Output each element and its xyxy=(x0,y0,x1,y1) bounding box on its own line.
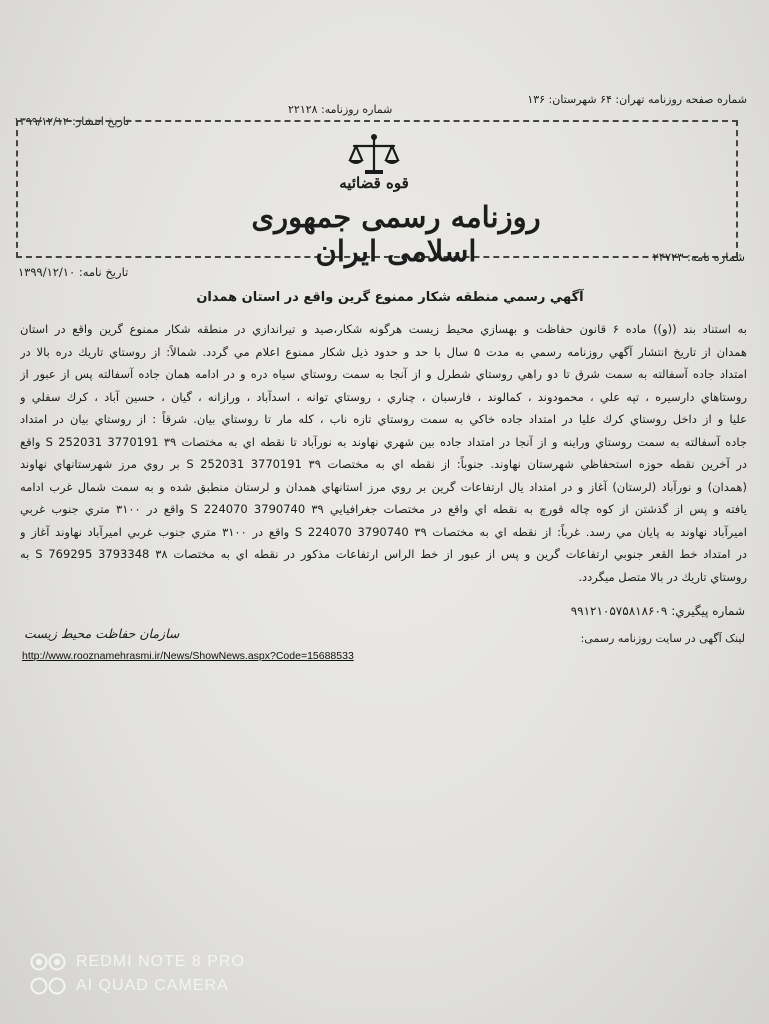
notice-line: همدان از تاريخ انتشار آگهي روزنامه رسمي به مدت ۵ سال با حد و حدود ذيل شكار ممنوع اعلام مي گردد. شمالاً: از روستاي تاريك دره بالا در xyxy=(20,344,747,359)
camera-lens-rings-icon xyxy=(30,976,66,996)
notice-line: در آخرين نقطه حوزه استحفاظي شهرستان نهاوند. جنوباً: از نقطه اي به مختصات ۳۹ S 252031 3770191 بر روي مرز شهرستانهاي نهاوند xyxy=(20,457,747,471)
notice-body xyxy=(20,318,747,588)
watermark-model: REDMI NOTE 8 PRO xyxy=(76,953,245,970)
letter-date: تاریخ نامه: ۱۳۹۹/۱۲/۱۰ xyxy=(18,265,129,279)
newspaper-brand-title: روزنامه رسمی جمهوری اسلامی ایران xyxy=(251,200,541,268)
notice-title: آگهي رسمي منطقه شكار ممنوع گرين واقع در استان همدان xyxy=(196,290,584,305)
tracking-number: شماره پيگيري: ۹۹۱۲۱۰۵۷۵۸۱۸۶۰۹ xyxy=(570,604,745,618)
notice-line: يافته و پس از گذشتن از كوه چاله قورچ به نقطه اي واقع در مختصات جغرافيايي ۳۹ S 224070 3790740 واقع در ۳۱۰۰ متري جنوب غربي xyxy=(20,502,747,516)
notice-line: جاده آسفالته به سمت روستاي وراينه و از آنجا در امتداد جاده بين شهري نهاوند به نورآباد تا نقطه اي به مختصات ۳۹ S 252031 3770191 واقع xyxy=(20,434,747,449)
camera-watermark xyxy=(30,950,245,998)
camera-lens-dots-icon xyxy=(30,952,66,972)
newspaper-number: شماره روزنامه: ۲۲۱۲۸ xyxy=(288,103,393,116)
emblem-caption: قوه قضائیه xyxy=(339,174,409,192)
notice-line: اميرآباد نهاوند به پايان مي رسد. غرباً: از نقطه اي به مختصات ۳۹ S 224070 3790740 واقع در ۳۱۰۰ متري جنوب غربي اميرآباد نهاوند آغاز و xyxy=(20,524,747,539)
organization-signature: سازمان حفاظت محيط زيست xyxy=(24,626,180,641)
notice-line: روستاي تاريك در بالا متصل ميگردد. xyxy=(578,569,747,584)
notice-line: امتداد جاده آسفالته به سمت شرق تا دو راهي روستاي شطرل و از آنجا به سمت روستاي سياه دره و در ادامه همان جاده آسفالته پس از عبور از xyxy=(20,367,747,381)
notice-url-link[interactable]: http://www.rooznamehrasmi.ir/News/ShowNews.aspx?Code=15688533 xyxy=(22,650,354,662)
notice-line: عليا و از داخل روستاي كرك عليا در امتداد جاده خاكي به سمت روستاي تازه ناب ، كله مار تا روستاي بيان. شرقاً : از روستاي بيان در امتداد xyxy=(20,412,747,426)
notice-line: به استناد بند ((و)) ماده ۶ قانون حفاظت و بهسازي محيط زيست هرگونه شكار،صيد و تيراندازي در منطقه شكار ممنوع گرين واقع در استان xyxy=(20,322,747,336)
notice-line: (همدان) و نورآباد (لرستان) آغاز و در امتداد يال ارتفاعات گرين بر روي مرز استانهاي همدان و لرستان منطبق شده و به سمت شمال غرب ادامه xyxy=(20,479,747,494)
watermark-camera: AI QUAD CAMERA xyxy=(76,977,229,994)
letter-number: شماره نامه: ۲۴۷۲۳ xyxy=(652,250,745,264)
page-number: شماره صفحه روزنامه تهران: ۶۴ شهرستان: ۱۳۶ xyxy=(527,93,747,106)
link-label: لینک آگهی در سایت روزنامه رسمی: xyxy=(580,632,745,645)
notice-line: در امتداد خط القعر جنوبي ارتفاعات گرين و پس از عبور از خط الراس ارتفاعات مذكور در نقطه اي به مختصات ۳۸ S 769295 3793348 به xyxy=(20,547,747,561)
notice-line: روستاهاي دارسيره ، تپه علي ، محمودوند ، كمالوند ، فارسبان ، چناري ، روستاي توانه ، اسدآباد ، ورازانه ، گيان ، حسين آباد ، كرك سفلي و xyxy=(20,389,747,404)
publish-date: تاریخ انتشار: ۱۳۹۹/۱۲/۱۲ xyxy=(14,115,130,128)
